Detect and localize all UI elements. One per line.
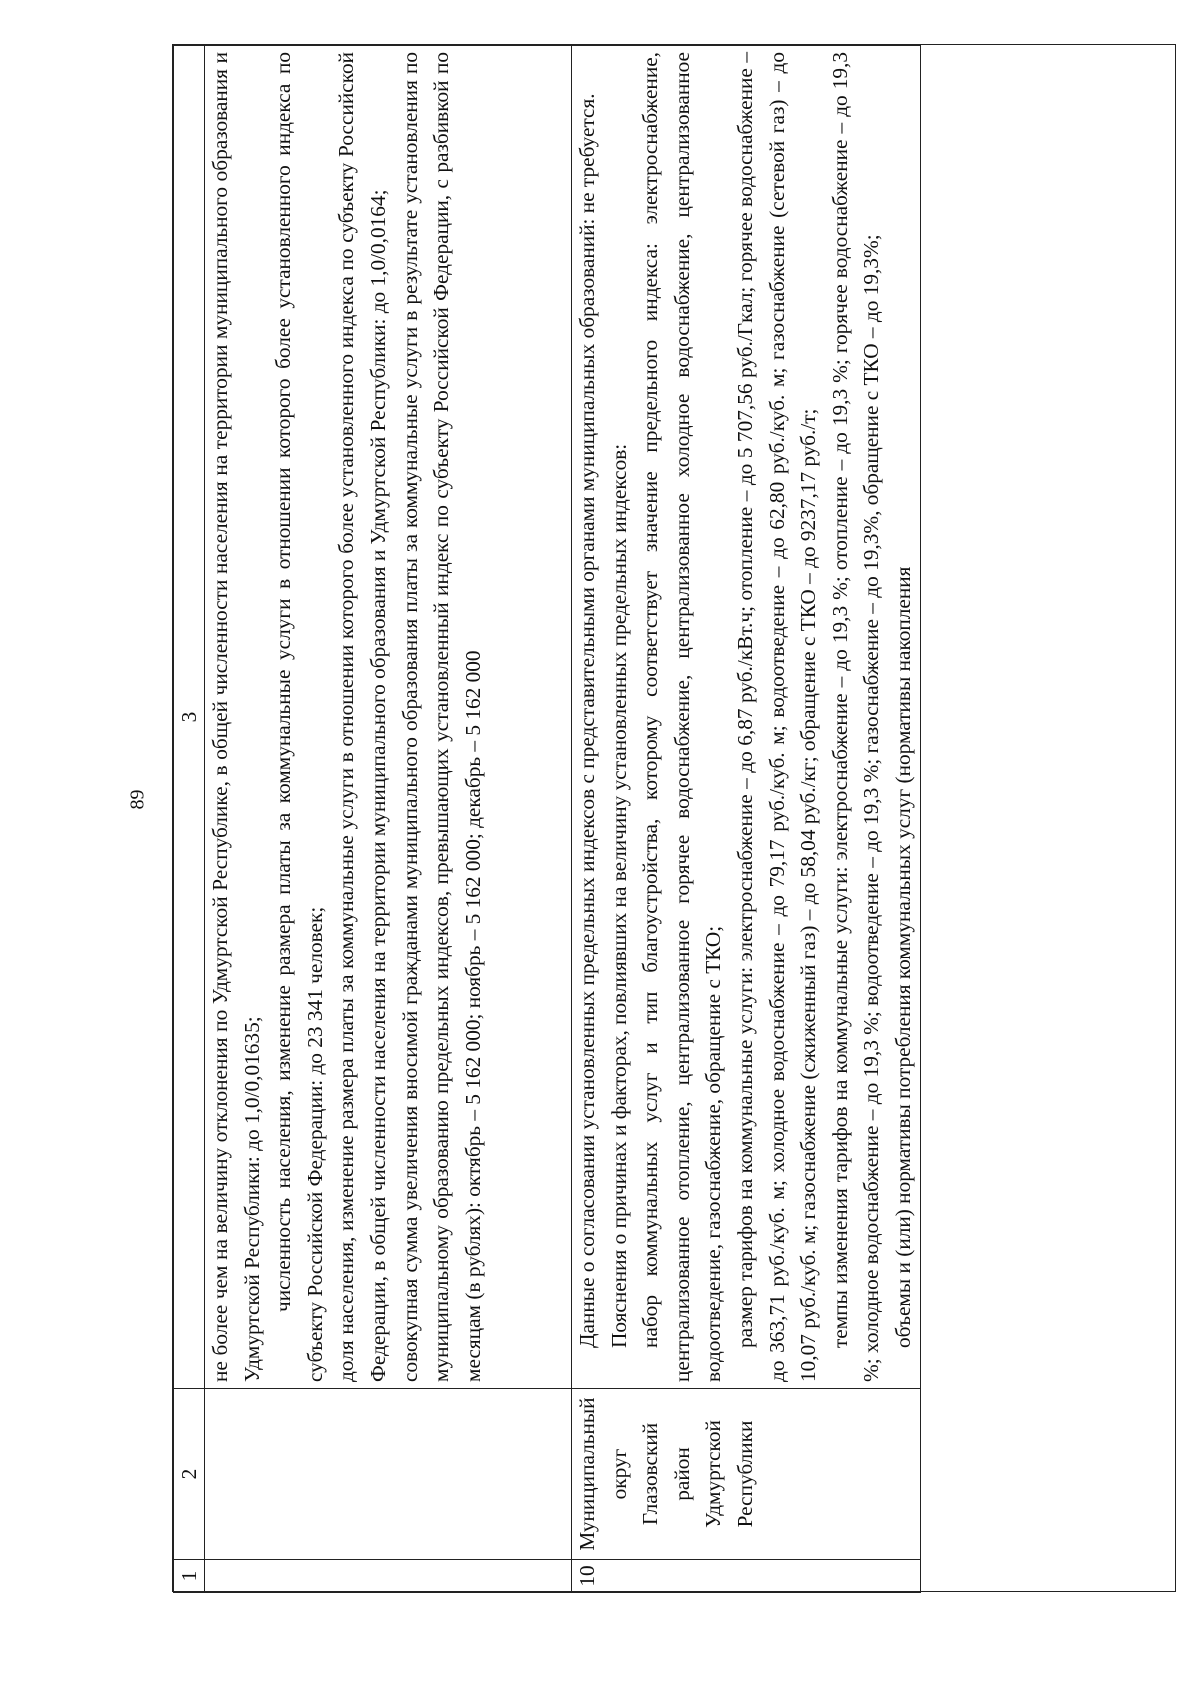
indices-table bbox=[173, 45, 921, 1593]
header-col-1: 1 bbox=[174, 1560, 205, 1593]
table-header-row bbox=[174, 46, 205, 1593]
paragraph: совокупная сумма увеличения вносимой гражданами муниципального образования платы за коммунальные услуги в результате установления по муниципальному образованию предельных индексов, превышающих установленный индекс по субъекту Российской Федерации, с разбивкой по месяцам (в рублях): октябрь – 5 162 000; ноябрь – 5 162 000; декабрь – 5 162 000 bbox=[397, 52, 485, 1382]
row-number-cell bbox=[205, 1560, 572, 1593]
paragraph: доля населения, изменение размера платы за коммунальные услуги в отношении которого более установленного индекса по субъекту Российской Федерации, в общей численности населения на территории муниципального образования и Удмуртской Республики: до 1,0/0,0164; bbox=[334, 52, 390, 1382]
paragraph: не более чем на величину отклонения по Удмуртской Республике, в общей численности населения на территории муниципального образования и Удмуртской Республики: до 1,0/0,01635; bbox=[208, 52, 264, 1382]
paragraph: темпы изменения тарифов на коммунальные услуги: электроснабжение – до 19,3 %; отопление – до 19,3 %; горячее водоснабжение – до 19,3 %; холодное водоснабжение – до 19,3 %; водоотведение – до 19,3 %; газоснабжение – до 19,3%, обращение с ТКО – до 19,3%; bbox=[827, 52, 884, 1382]
rotated-table-container bbox=[173, 45, 1177, 1593]
description-cell bbox=[572, 46, 921, 1389]
header-col-3: 3 bbox=[174, 46, 205, 1389]
paragraph: набор коммунальных услуг и тип благоустройства, которому соответствует значение предельного индекса: электроснабжение, централизованное отопление, централизованное горячее водоснабжение, централизованное холодное водоснабжение, централизованное водоотведение, газоснабжение, обращение с ТКО; bbox=[638, 52, 726, 1382]
header-col-2: 2 bbox=[174, 1389, 205, 1560]
region-cell bbox=[205, 1389, 572, 1560]
table-row bbox=[205, 46, 572, 1593]
paragraph: объемы и (или) нормативы потребления коммунальных услуг (нормативы накопления bbox=[890, 566, 915, 1348]
page-number: 89 bbox=[126, 789, 149, 810]
table-frame bbox=[172, 44, 1176, 1592]
paragraph: численность населения, изменение размера платы за коммунальные услуги в отношении которого более установленного индекса по субъекту Российской Федерации: до 23 341 человек; bbox=[271, 52, 327, 1382]
description-cell bbox=[205, 46, 572, 1389]
paragraph: размер тарифов на коммунальные услуги: электроснабжение – до 6,87 руб./кВт.ч; отопление – до 5 707,56 руб./Гкал; горячее водоснабжение – до 363,71 руб./куб. м; холодное водоснабжение – до 79,17 руб./куб. м; водоотведение – до 62,80 руб./куб. м; газоснабжение (сетевой газ) – до 10,07 руб./куб. м; газоснабжение (сжиженный газ) – до 58,04 руб./кг; обращение с ТКО – до 9237,17 руб./т; bbox=[732, 52, 821, 1382]
paragraph: Данные о согласовании установленных предельных индексов с представительными органами муниципальных образований: не требуется. bbox=[575, 93, 599, 1348]
region-cell: Муниципальный округ Глазовский район Удмуртской Республики bbox=[572, 1389, 921, 1560]
table-row bbox=[572, 46, 921, 1593]
row-number-cell: 10 bbox=[572, 1560, 921, 1593]
paragraph: Пояснения о причинах и факторах, повлиявших на величину установленных предельных индексов: bbox=[606, 443, 631, 1348]
